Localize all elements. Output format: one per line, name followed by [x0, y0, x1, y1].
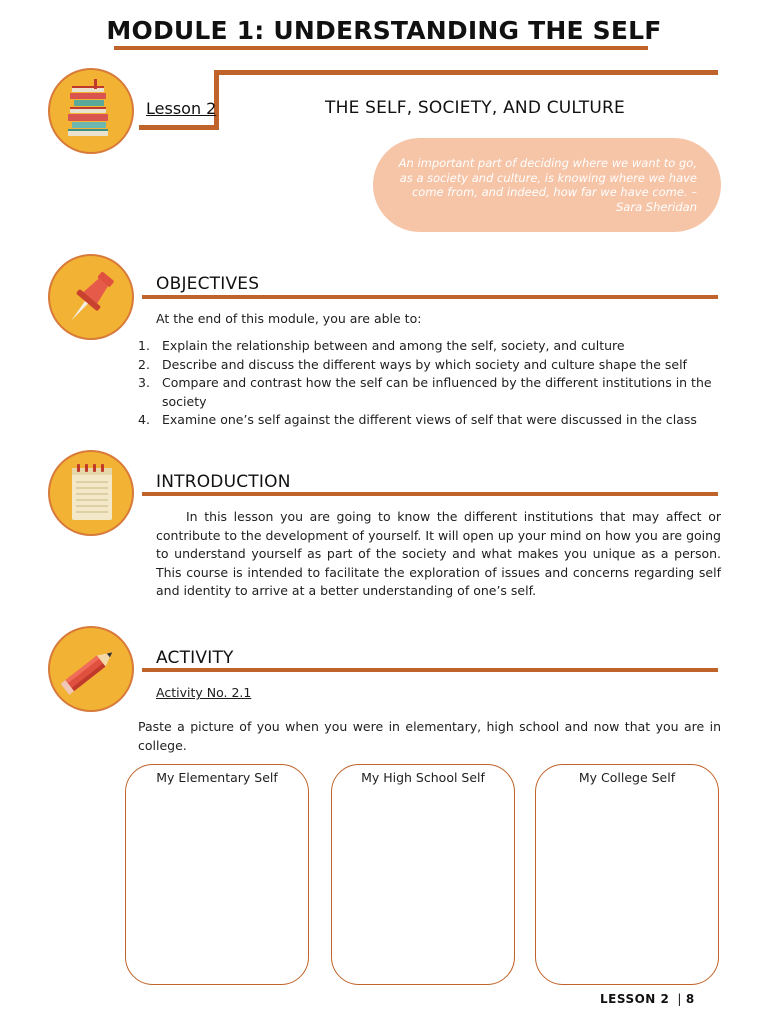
photo-box-high-school[interactable] — [331, 764, 515, 985]
list-item — [138, 356, 722, 375]
activity-number: Activity No. 2.1 — [156, 685, 252, 700]
photo-box-label: My Elementary Self — [156, 770, 278, 785]
quote-text: An important part of deciding where we want to go, as a society and culture, is knowing where we have come from, and indeed, how far we have come. – Sara Sheridan — [398, 156, 697, 214]
pencil-icon — [48, 626, 134, 712]
page-number: 8 — [685, 992, 695, 1006]
list-item — [138, 411, 722, 430]
introduction-body: In this lesson you are going to know the different institutions that may affect or contribute to the development of yourself. It will open up your mind on how you are going to understand yourself as part of the society and what makes you unique as a person. This course is intended to facilitate the exploration of issues and concerns regarding self and identity to arrive at a better understanding of one’s self. — [156, 509, 721, 598]
activity-rule — [142, 668, 718, 672]
module-title: MODULE 1: UNDERSTANDING THE SELF — [106, 16, 662, 45]
lesson-frame-top — [214, 70, 718, 75]
photo-box-college[interactable] — [535, 764, 719, 985]
objectives-intro: At the end of this module, you are able to: — [156, 311, 422, 326]
objectives-rule — [142, 295, 718, 299]
lesson-frame-bottom — [139, 125, 219, 130]
objectives-heading: OBJECTIVES — [156, 274, 260, 294]
list-item-text: Examine one’s self against the different views of self that were discussed in the class — [162, 412, 697, 427]
page-footer — [600, 992, 695, 1006]
lesson-title: THE SELF, SOCIETY, AND CULTURE — [325, 98, 625, 118]
pushpin-icon — [48, 254, 134, 340]
list-item — [138, 374, 722, 411]
photo-box-label: My High School Self — [361, 770, 485, 785]
books-stack-icon — [48, 68, 134, 154]
list-item-number: 2. — [138, 356, 150, 372]
footer-lesson: LESSON 2 — [600, 992, 670, 1006]
objectives-list — [138, 337, 722, 430]
photo-box-label: My College Self — [578, 770, 676, 785]
list-item — [138, 337, 722, 356]
photo-box-elementary[interactable] — [125, 764, 309, 985]
list-item-text: Compare and contrast how the self can be influenced by the different institutions in the society — [162, 375, 712, 409]
list-item-number: 4. — [138, 412, 150, 427]
quote-box — [373, 138, 721, 232]
list-item-number: 3. — [138, 375, 150, 390]
notepad-icon — [48, 450, 134, 536]
introduction-rule — [142, 492, 718, 496]
title-underline — [114, 46, 648, 50]
activity-heading: ACTIVITY — [156, 648, 234, 668]
activity-instruction: Paste a picture of you when you were in elementary, high school and now that you are in college. — [138, 719, 721, 753]
lesson-label: Lesson 2 — [146, 99, 217, 118]
footer-separator: | — [677, 992, 682, 1006]
introduction-heading: INTRODUCTION — [156, 472, 291, 492]
list-item-text: Explain the relationship between and among the self, society, and culture — [162, 338, 625, 353]
list-item-number: 1. — [138, 338, 150, 353]
list-item-text: Describe and discuss the different ways by which society and culture shape the self — [162, 356, 687, 372]
